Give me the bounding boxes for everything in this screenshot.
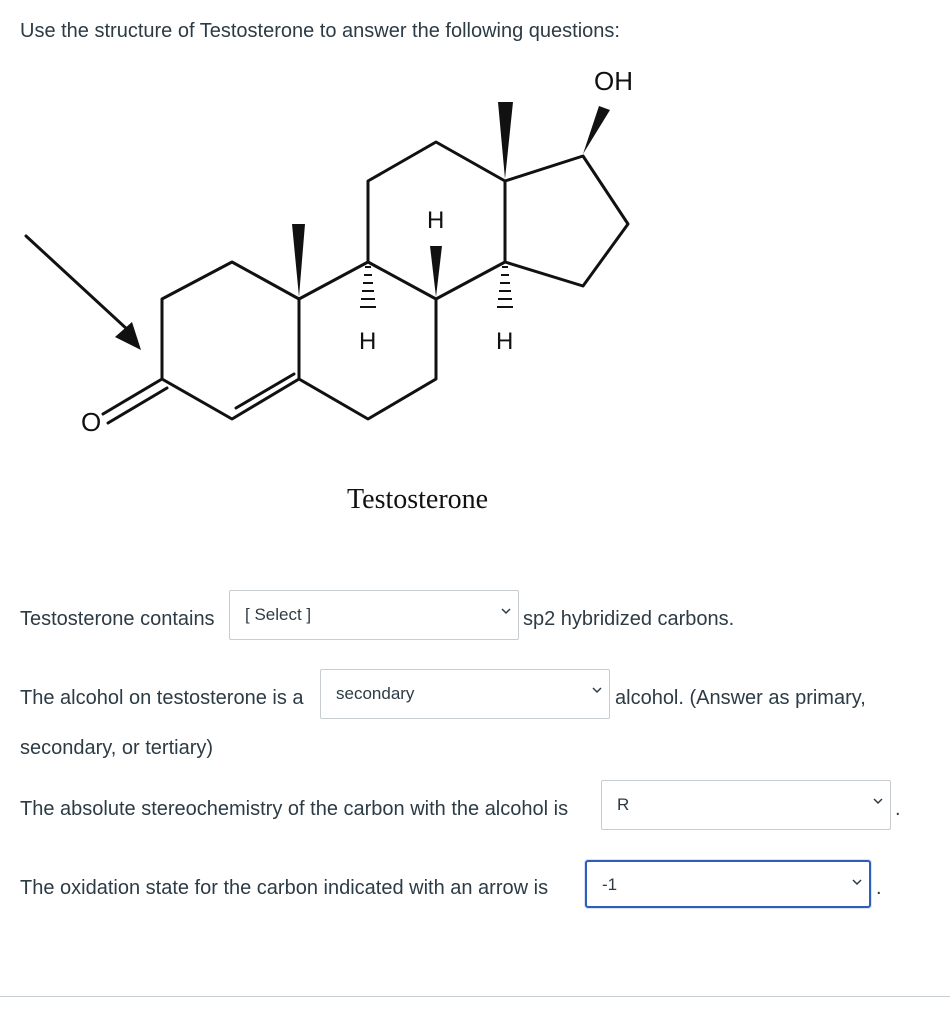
chevron-down-icon	[851, 876, 863, 888]
q1-select[interactable]	[229, 590, 519, 640]
h-label-top: H	[427, 207, 445, 234]
q2-text-before: The alcohol on testosterone is a	[20, 687, 304, 709]
question-prompt: Use the structure of Testosterone to answer the following questions:	[20, 20, 620, 42]
h-label-left: H	[359, 328, 377, 355]
q2-select[interactable]	[320, 669, 610, 719]
h-label-right: H	[496, 328, 514, 355]
chevron-down-icon	[872, 795, 884, 807]
carbonyl-oxygen-label: O	[81, 407, 102, 437]
testosterone-structure	[0, 60, 700, 460]
q3-select-value: R	[617, 795, 630, 814]
chevron-down-icon	[500, 605, 512, 617]
q4-text-after: .	[876, 877, 882, 899]
q2-text-after: alcohol. (Answer as primary,	[615, 687, 866, 709]
q2-select-value: secondary	[336, 684, 415, 703]
q2-text-continuation: secondary, or tertiary)	[20, 737, 214, 759]
q3-select[interactable]	[601, 780, 891, 830]
q3-text-after: .	[895, 798, 901, 820]
q4-select-value: -1	[602, 875, 618, 894]
bottom-divider	[0, 996, 950, 997]
q1-text-before: Testosterone contains	[20, 608, 215, 630]
q1-text-after: sp2 hybridized carbons.	[523, 608, 735, 630]
q4-select[interactable]	[585, 860, 871, 908]
oh-label: OH	[594, 66, 633, 96]
q4-text-before: The oxidation state for the carbon indicated with an arrow is	[20, 877, 549, 899]
q3-text-before: The absolute stereochemistry of the carbon with the alcohol is	[20, 798, 569, 820]
chevron-down-icon	[591, 684, 603, 696]
molecule-caption: Testosterone	[347, 484, 489, 515]
q1-select-value: [ Select ]	[245, 605, 312, 624]
